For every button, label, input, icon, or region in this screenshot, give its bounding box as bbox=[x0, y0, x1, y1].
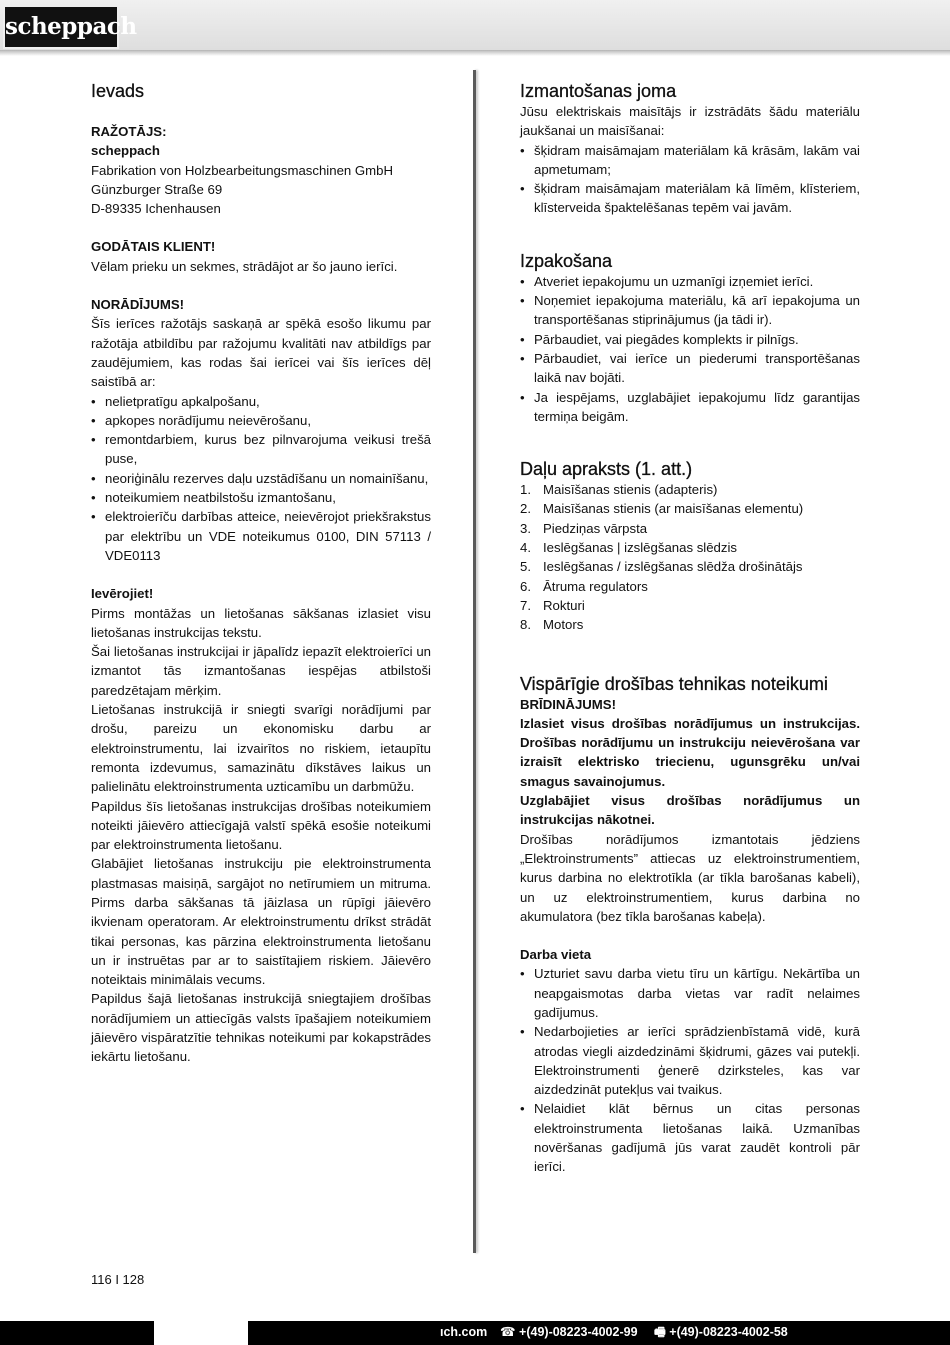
address-line: Fabrikation von Holzbearbeitungsmaschinen GmbH bbox=[91, 162, 393, 178]
address-line: D-89335 Ichenhausen bbox=[91, 201, 221, 217]
part-item bbox=[520, 596, 860, 615]
workplace-label: Darba vieta bbox=[520, 947, 592, 963]
list-item: • Pārbaudiet, vai ierīce un piederumi transportēšanas laikā nav bojāti. bbox=[520, 349, 860, 388]
attention-paragraph: Lietošanas instrukcijā ir sniegti svarīgi norādījumi par drošu, pareizu un ekonomisku darbu ar elektroinstrumentu, lai izvairītos no riskiem, ietaupītu remonta izdevumus, samazinātu dīkstāves laikus un palielinātu elektroinstrumenta uzticamību un darbmūžu. bbox=[91, 702, 431, 795]
footer-bar-contact bbox=[248, 1321, 950, 1345]
part-number: 7. bbox=[520, 597, 531, 613]
attention-paragraph: Glabājiet lietošanas instrukciju pie elektroinstrumenta plastmasas maisiņā, sargājot no netīrumiem un mitruma. Pirms darba sākšanas tā jāizlasa un rūpīgi jāievēro ikvienam operatoram. Ar elektroinstrumentu drīkst strādāt tikai personas, kas pārzina elektroinstrumenta lietošanu un ir instruētas par ar to saistītajiem riskiem. Jāievēro noteiktais minimālais vecums. bbox=[91, 856, 431, 988]
part-label: Ieslēgšanas | izslēgšanas slēdzis bbox=[543, 540, 738, 556]
list-item: • remontdarbiem, kurus bez pilnvarojuma veikusi trešā puse, bbox=[91, 430, 431, 469]
section-title-intro: Ievads bbox=[91, 81, 145, 101]
part-item bbox=[520, 615, 860, 634]
page-header bbox=[0, 0, 950, 51]
part-number: 8. bbox=[520, 617, 531, 633]
attention-label: Ievērojiet! bbox=[91, 586, 154, 602]
customer-text: Vēlam prieku un sekmes, strādājot ar šo jauno ierīci. bbox=[91, 258, 398, 274]
part-label: Ātruma regulators bbox=[543, 578, 648, 594]
part-label: Motors bbox=[543, 617, 584, 633]
list-item: • Atveriet iepakojumu un uzmanīgi izņemiet ierīci. bbox=[520, 272, 860, 291]
part-label: Ieslēgšanas / izslēgšanas slēdža drošinātājs bbox=[543, 559, 803, 575]
section-title-safety: Vispārīgie drošības tehnikas noteikumi bbox=[520, 673, 828, 694]
footer-bar-left bbox=[0, 1321, 154, 1345]
manufacturer-name: scheppach bbox=[91, 143, 160, 159]
right-column bbox=[520, 80, 860, 1177]
part-number: 5. bbox=[520, 559, 531, 575]
list-item: • Uzturiet savu darba vietu tīru un kārtīgu. Nekārtība un neapgaismotas darba vietas var radīt nelaimes gadījumus. bbox=[520, 964, 860, 1022]
part-item bbox=[520, 557, 860, 576]
part-number: 6. bbox=[520, 578, 531, 594]
part-number: 2. bbox=[520, 501, 531, 517]
warning-label: BRĪDINĀJUMS! bbox=[520, 696, 616, 712]
column-divider bbox=[473, 70, 476, 1253]
part-number: 1. bbox=[520, 482, 531, 498]
list-item: • šķidram maisāmajam materiālam kā krāsām, lakām vai apmetumam; bbox=[520, 141, 860, 180]
page-number: 116 I 128 bbox=[91, 1272, 145, 1287]
list-item: • šķidram maisāmajam materiālam kā līmēm, klīsteriem, klīsterveida špaktelēšanas tepēm vai javām. bbox=[520, 179, 860, 218]
footer-phone: ☎ +(49)-08223-4002-99 bbox=[500, 1325, 638, 1339]
list-item: • noteikumiem neatbilstošu izmantošanu, bbox=[91, 488, 431, 507]
usage-list bbox=[520, 141, 860, 218]
footer-fax: 🖷 +(49)-08223-4002-58 bbox=[654, 1325, 788, 1339]
footer-web: ıch.com bbox=[440, 1325, 488, 1339]
attention-paragraph: Papildus šīs lietošanas instrukcijas drošības noteikumiem noteikti jāievēro attiecīgajā valstī spēkā esošie noteikumi par elektroinstrumenta lietošanu. bbox=[91, 798, 431, 853]
section-title-usage: Izmantošanas joma bbox=[520, 81, 677, 101]
part-label: Rokturi bbox=[543, 597, 585, 613]
list-item: • nelietpratīgu apkalpošanu, bbox=[91, 392, 431, 411]
part-item bbox=[520, 499, 860, 518]
attention-paragraph: Pirms montāžas un lietošanas sākšanas izlasiet visu lietošanas instrukcijas tekstu. bbox=[91, 605, 431, 640]
part-item bbox=[520, 577, 860, 596]
part-item bbox=[520, 480, 860, 499]
workplace-list bbox=[520, 964, 860, 1176]
list-item: • neoriģinālu rezerves daļu uzstādīšanu un nomainīšanu, bbox=[91, 469, 431, 488]
list-item: • Pārbaudiet, vai piegādes komplekts ir pilnīgs. bbox=[520, 330, 860, 349]
note-text: Šīs ierīces ražotājs saskaņā ar spēkā esošo likumu par ražotāja atbildību par ražojumu kvalitāti nav atbildīgs par zaudējumiem, kas rodas šai ierīcei vai šīs ierīces dēļ saistībā ar: bbox=[91, 316, 431, 390]
usage-intro: Jūsu elektriskais maisītājs ir izstrādāts šādu materiālu jaukšanai un maisīšanai: bbox=[520, 104, 860, 139]
scheppach-logo: scheppach bbox=[3, 5, 119, 49]
attention-paragraph: Papildus šajā lietošanas instrukcijā sniegtajiem drošības norādījumiem un attiecīgās valsts īpašajiem noteikumiem jāievēro vispāratzītie tehnikas noteikumi par kokapstrādes iekārtu lietošanu. bbox=[91, 991, 431, 1065]
part-number: 3. bbox=[520, 520, 531, 536]
list-item: • Ja iespējams, uzglabājiet iepakojumu līdz garantijas termiņa beigām. bbox=[520, 388, 860, 427]
attention-paragraph: Šai lietošanas instrukcijai ir jāpalīdz iepazīt elektroierīci un izmantot tās izmantošanas iespējas atbilstoši paredzētajam mērķim. bbox=[91, 644, 431, 698]
page-footer bbox=[0, 1321, 950, 1345]
warning-bold-text: Uzglabājiet visus drošības norādījumus un instrukcijas nākotnei. bbox=[520, 793, 860, 828]
header-shadow bbox=[0, 50, 950, 56]
part-label: Piedziņas vārpsta bbox=[543, 520, 648, 536]
warning-text: Drošības norādījumos izmantotais jēdziens „Elektroinstruments” attiecas uz elektroinstrumentiem, kurus darbina no elektrotīkla (ar tīkla barošanas kabeli), un uz elektroinstrumentiem, kurus darbina no akumulatora (bez tīkla barošanas kabeļa). bbox=[520, 831, 860, 924]
section-title-unpacking: Izpakošana bbox=[520, 250, 613, 271]
part-label: Maisīšanas stienis (adapteris) bbox=[543, 482, 718, 498]
list-item: • apkopes norādījumu neievērošanu, bbox=[91, 411, 431, 430]
part-item bbox=[520, 519, 860, 538]
list-item: • Noņemiet iepakojuma materiālu, kā arī iepakojuma un transportēšanas stiprinājumus (ja tādi ir). bbox=[520, 291, 860, 330]
customer-label: GODĀTAIS KLIENT! bbox=[91, 239, 216, 255]
part-label: Maisīšanas stienis (ar maisīšanas elementu) bbox=[543, 501, 804, 517]
unpack-list bbox=[520, 272, 860, 426]
part-number: 4. bbox=[520, 540, 531, 556]
part-item bbox=[520, 538, 860, 557]
warning-bold-text: Izlasiet visus drošības norādījumus un instrukcijas. Drošības norādījumu un instrukciju neievērošana var izraisīt elektrisko triecienu, ugunsgrēku un/vai smagus savainojumus. bbox=[520, 715, 860, 789]
note-label: NORĀDĪJUMS! bbox=[91, 297, 185, 313]
address-line: Günzburger Straße 69 bbox=[91, 181, 223, 197]
parts-list bbox=[520, 480, 860, 634]
note-list bbox=[91, 392, 431, 566]
manufacturer-label: RAŽOTĀJS: bbox=[91, 124, 167, 139]
list-item: • Nedarbojieties ar ierīci sprādzienbīstamā vidē, kurā atrodas viegli aizdedzināmi šķidrumi, gāzes vai putekļi. Elektroinstrumenti ģenerē dzirksteles, kas var aizdedzināt putekļus vai tvaikus. bbox=[520, 1022, 860, 1099]
section-title-parts: Daļu apraksts (1. att.) bbox=[520, 459, 693, 480]
list-item: • elektroierīču darbības atteice, neievērojot priekšrakstus par elektrību un VDE noteikumus 0100, DIN 57113 / VDE0113 bbox=[91, 507, 431, 565]
list-item: • Nelaidiet klāt bērnus un citas personas elektroinstrumenta lietošanas laikā. Uzmanības novēršanas gadījumā jūs varat zaudēt kontroli pār ierīci. bbox=[520, 1099, 860, 1176]
left-column bbox=[91, 80, 431, 1067]
